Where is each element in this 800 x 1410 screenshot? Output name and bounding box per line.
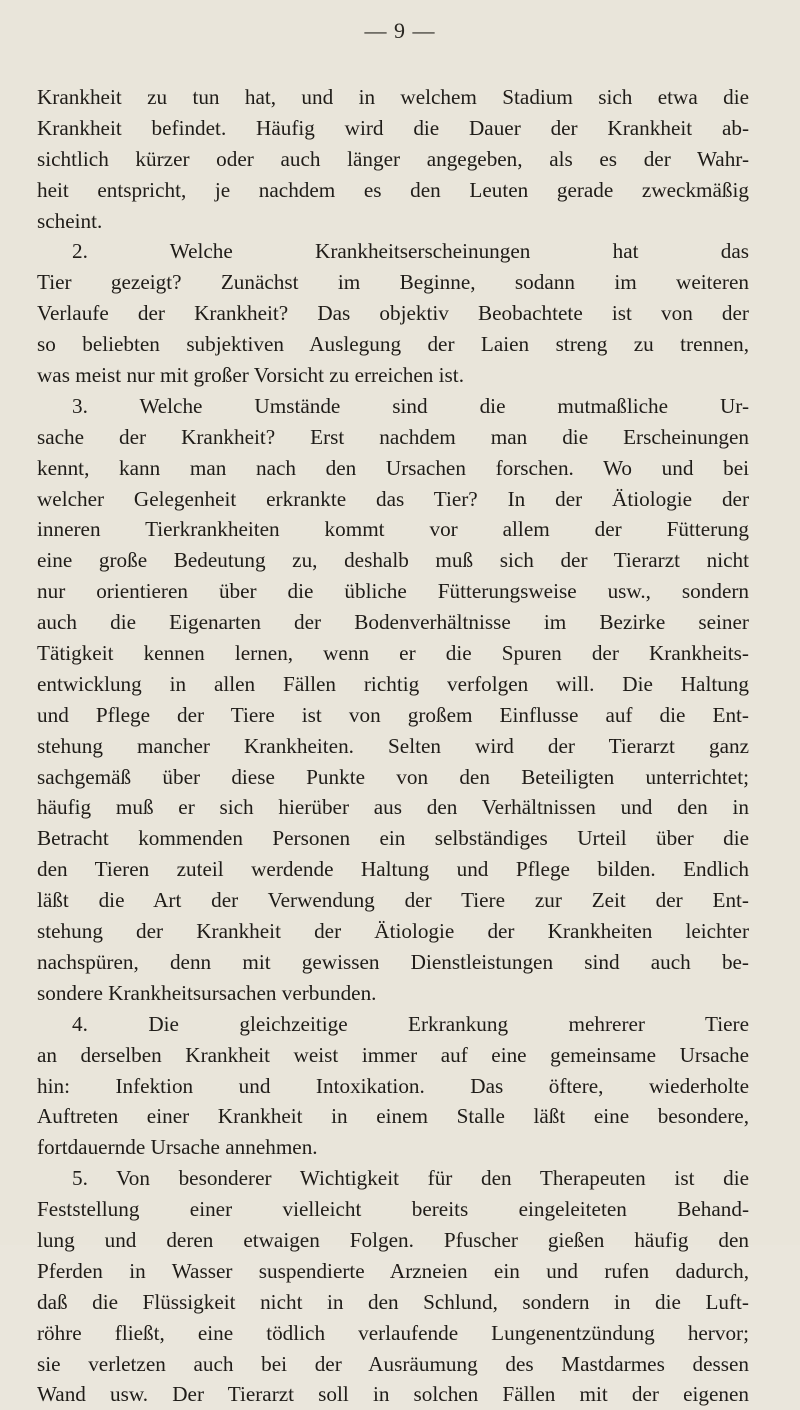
text-line: stehung der Krankheit der Ätiologie der Krankheiten leichter	[37, 919, 749, 944]
text-line: Pferden in Wasser suspendierte Arzneien ein und rufen dadurch,	[37, 1258, 749, 1283]
text-line: Krankheit befindet. Häufig wird die Dauer der Krankheit ab-	[37, 115, 749, 140]
text-line: auch die Eigenarten der Bodenverhältnisse im Bezirke seiner	[37, 610, 749, 635]
text-line: eine große Bedeutung zu, deshalb muß sich der Tierarzt nicht	[37, 548, 749, 573]
text-line: an derselben Krankheit weist immer auf eine gemeinsame Ursache	[37, 1042, 749, 1067]
text-line: entwicklung in allen Fällen richtig verfolgen will. Die Haltung	[37, 671, 749, 696]
text-line: Feststellung einer vielleicht bereits eingeleiteten Behand-	[37, 1197, 749, 1222]
text-line: Tier gezeigt? Zunächst im Beginne, sodann im weiteren	[37, 270, 749, 295]
text-line: den Tieren zuteil werdende Haltung und Pflege bilden. Endlich	[37, 857, 749, 882]
text-line: Auftreten einer Krankheit in einem Stalle läßt eine besondere,	[37, 1104, 749, 1129]
text-line: 4. Die gleichzeitige Erkrankung mehrerer Tiere	[72, 1011, 749, 1036]
text-line: sichtlich kürzer oder auch länger angegeben, als es der Wahr-	[37, 146, 749, 171]
text-line: hin: Infektion und Intoxikation. Das öftere, wiederholte	[37, 1073, 749, 1098]
text-line: was meist nur mit großer Vorsicht zu erreichen ist.	[37, 363, 464, 388]
text-line: kennt, kann man nach den Ursachen forschen. Wo und bei	[37, 455, 749, 480]
text-line: inneren Tierkrankheiten kommt vor allem der Fütterung	[37, 517, 749, 542]
text-line: stehung mancher Krankheiten. Selten wird der Tierarzt ganz	[37, 733, 749, 758]
text-line: nachspüren, denn mit gewissen Dienstleistungen sind auch be-	[37, 949, 749, 974]
text-line: Wand usw. Der Tierarzt soll in solchen Fällen mit der eigenen	[37, 1382, 749, 1407]
text-line: lung und deren etwaigen Folgen. Pfuscher gießen häufig den	[37, 1227, 749, 1252]
text-line: Tätigkeit kennen lernen, wenn er die Spuren der Krankheits-	[37, 641, 749, 666]
text-line: heit entspricht, je nachdem es den Leuten gerade zweckmäßig	[37, 177, 749, 202]
text-line: und Pflege der Tiere ist von großem Einflusse auf die Ent-	[37, 702, 749, 727]
body-text	[37, 82, 749, 1410]
text-line: läßt die Art der Verwendung der Tiere zur Zeit der Ent-	[37, 888, 749, 913]
text-line: 5. Von besonderer Wichtigkeit für den Therapeuten ist die	[72, 1166, 749, 1191]
text-line: sachgemäß über diese Punkte von den Beteiligten unterrichtet;	[37, 764, 749, 789]
text-line: Betracht kommenden Personen ein selbständiges Urteil über die	[37, 826, 749, 851]
text-line: 2. Welche Krankheitserscheinungen hat das	[72, 239, 749, 264]
text-line: röhre fließt, eine tödlich verlaufende Lungenentzündung hervor;	[37, 1320, 749, 1345]
text-line: Krankheit zu tun hat, und in welchem Stadium sich etwa die	[37, 85, 749, 109]
text-line: nur orientieren über die übliche Fütterungsweise usw., sondern	[37, 579, 749, 604]
text-line: welcher Gelegenheit erkrankte das Tier? In der Ätiologie der	[37, 486, 749, 511]
text-line: so beliebten subjektiven Auslegung der Laien streng zu trennen,	[37, 332, 749, 357]
text-line: daß die Flüssigkeit nicht in den Schlund, sondern in die Luft-	[37, 1289, 749, 1314]
text-line: häufig muß er sich hierüber aus den Verhältnissen und den in	[37, 795, 749, 820]
page-number: — 9 —	[364, 18, 436, 43]
text-line: fortdauernde Ursache annehmen.	[37, 1135, 318, 1160]
text-line: sondere Krankheitsursachen verbunden.	[37, 980, 377, 1005]
text-line: Verlaufe der Krankheit? Das objektiv Beobachtete ist von der	[37, 301, 749, 326]
text-line: sache der Krankheit? Erst nachdem man die Erscheinungen	[37, 424, 749, 449]
text-line: scheint.	[37, 208, 103, 233]
text-line: 3. Welche Umstände sind die mutmaßliche Ur-	[72, 393, 749, 418]
text-line: sie verletzen auch bei der Ausräumung des Mastdarmes dessen	[37, 1351, 749, 1376]
